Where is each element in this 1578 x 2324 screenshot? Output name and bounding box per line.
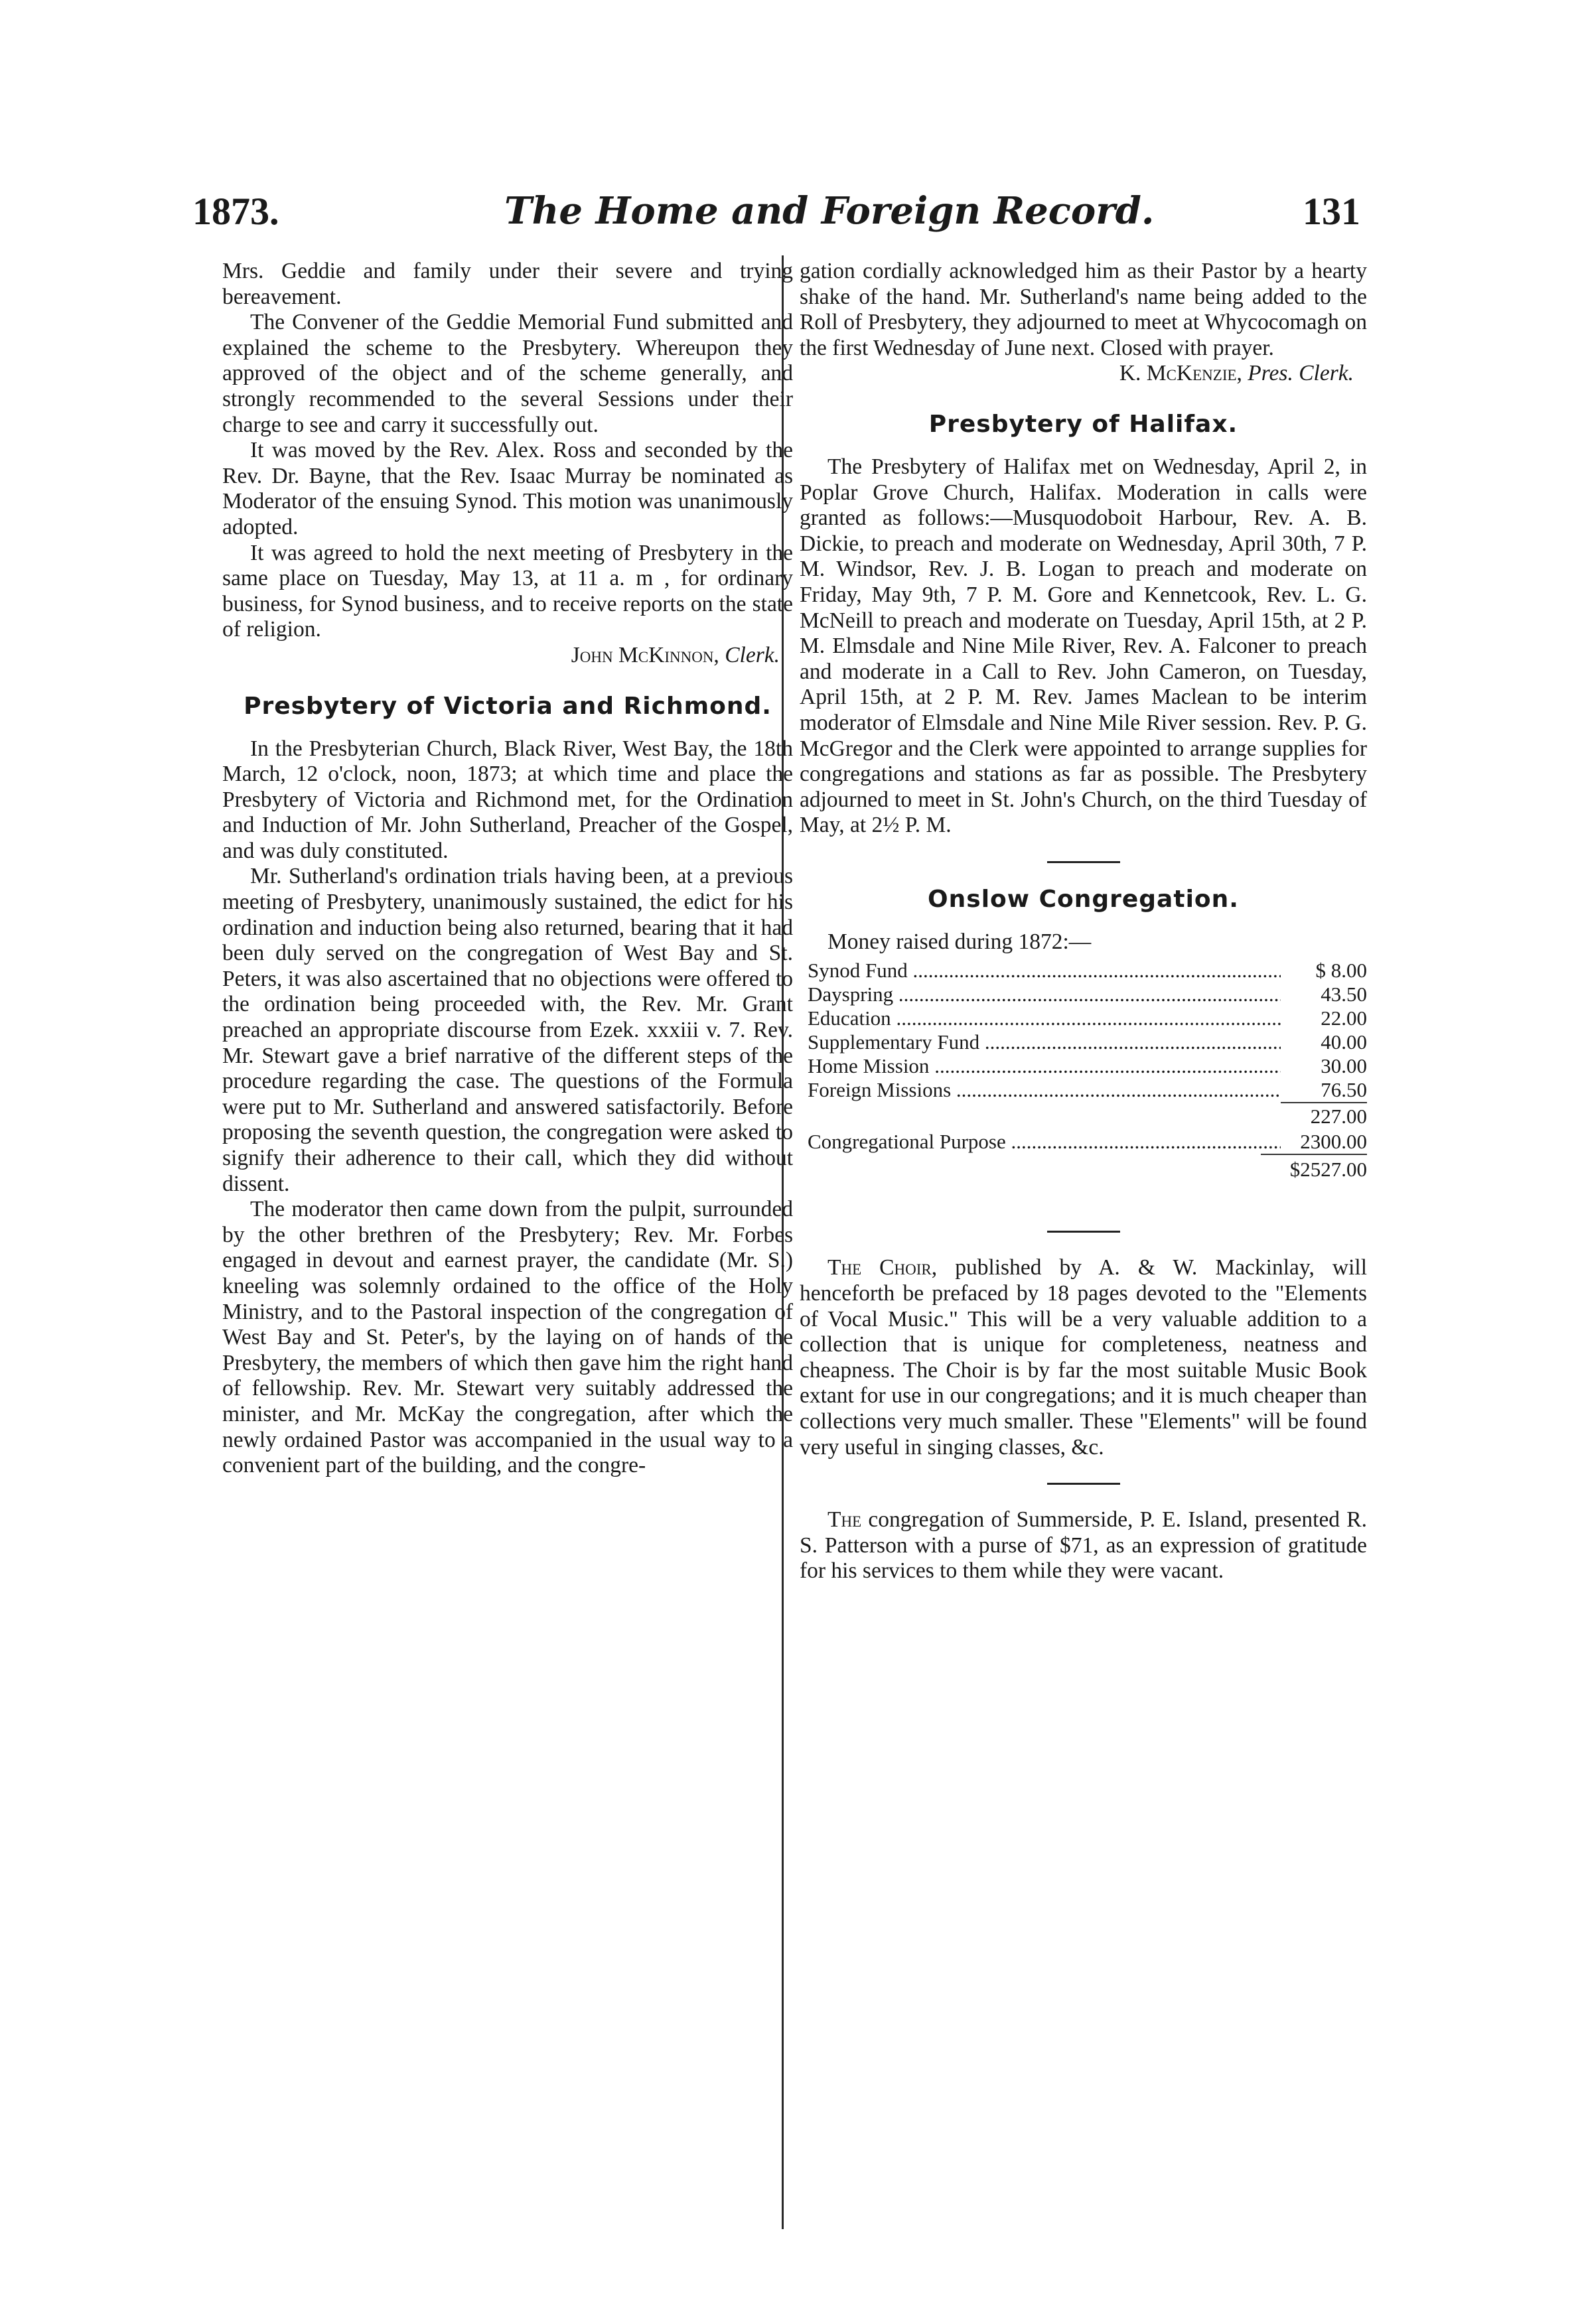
section-separator bbox=[1047, 1231, 1120, 1233]
paragraph: gation cordially acknowledged him as their Pastor by a hearty shake of the hand. Mr. Sutherland's name being added to the Roll of Presbytery, they adjourned to meet at Whycocomagh on the first Wednesday of June next. Closed with prayer. bbox=[800, 259, 1367, 360]
section-heading-victoria-richmond: Presbytery of Victoria and Richmond. bbox=[244, 692, 772, 720]
section-separator bbox=[1047, 861, 1120, 863]
right-column bbox=[800, 259, 1367, 1584]
money-subtotal: 227.00 bbox=[800, 1102, 1367, 1130]
paragraph: The Presbytery of Halifax met on Wednesday, April 2, in Poplar Grove Church, Halifax. Moderation in calls were granted as follows:—Musquodoboit Harbour, Rev. A. B. Dickie, to preach and moderate on Wednesday, April 30th, 7 P. M. Windsor, Rev. J. B. Logan to preach and moderate on Friday, May 9th, 7 P. M. Gore and Kennetcook, Rev. L. G. McNeill to preach and moderate on Tuesday, April 15th, at 2 P. M. Elmsdale and Nine Mile River, Rev. A. Falconer to preach and moderate in a Call to Rev. John Cameron, on Tuesday, April 15th, at 2 P. M. Rev. James Maclean to be interim moderator of Elmsdale and Nine Mile River session. Rev. P. G. McGregor and the Clerk were appointed to arrange supplies for congregations and stations as far as possible. The Presbytery adjourned to meet in St. John's Church, on the third Tuesday of May, at 2½ P. M. bbox=[800, 454, 1367, 838]
paragraph-summerside: The congregation of Summerside, P. E. Island, presented R. S. Patterson with a purse of $71, as an expression of gratitude for his services to them while they were vacant. bbox=[800, 1507, 1367, 1584]
paragraph: It was agreed to hold the next meeting of Presbytery in the same place on Tuesday, May 13, at 11 a. m , for ordinary business, for Synod business, and to receive reports on the state of religion. bbox=[222, 540, 793, 642]
paragraph: The moderator then came down from the pulpit, surrounded by the other brethren of the Presbytery; Rev. Mr. Forbes engaged in devout and earnest prayer, the candidate (Mr. S.) kneeling was solemnly ordained to the office of the Holy Ministry, and to the Pastoral inspection of the congregation of West Bay and St. Peter's, by the laying on of hands of the Presbytery, the members of which then gave him the right hand of fellowship. Rev. Mr. Stewart very suitably addressed the minister, and Mr. McKay the congregation, after which the newly ordained Pastor was accompanied in the usual way to a convenient part of the building, and the congre- bbox=[222, 1197, 793, 1478]
money-total: $2527.00 bbox=[800, 1154, 1367, 1184]
section-separator bbox=[1047, 1483, 1120, 1485]
page-header bbox=[192, 189, 1360, 249]
money-row: Home Mission ..... 30.00 bbox=[800, 1054, 1367, 1078]
paragraph-choir: The Choir, published by A. & W. Mackinlay, will henceforth be prefaced by 18 pages devoted to the "Elements of Vocal Music." This will be a very valuable addition to a collection that is unique for completeness, neatness and cheapness. The Choir is by far the most suitable Music Book extant for use in our congregations; and it is much cheaper than collections very much smaller. These "Elements" will be found very useful in singing classes, &c. bbox=[800, 1255, 1367, 1460]
paragraph: Mr. Sutherland's ordination trials having been, at a previous meeting of Presbytery, unanimously sustained, the edict for his ordination and induction being also returned, bearing that it had been duly served on the congregation of West Bay and St. Peters, it was also ascertained that no objections were offered to the ordination being proceeded with, the Rev. Mr. Grant preached an appropriate discourse from Ezek. xxxiii v. 7. Rev. Mr. Stewart gave a brief narrative of the different steps of the procedure regarding the case. The questions of the Formula were put to Mr. Sutherland and answered satisfactorily. Before proposing the seventh question, the congregation were asked to signify their adherence to their call, which they did without dissent. bbox=[222, 864, 793, 1196]
paragraph: Mrs. Geddie and family under their severe and trying bereavement. bbox=[222, 259, 793, 309]
signature bbox=[222, 643, 793, 669]
money-table bbox=[800, 929, 1367, 1185]
header-page-number: 131 bbox=[1303, 190, 1360, 233]
paragraph: In the Presbyterian Church, Black River, West Bay, the 18th March, 12 o'clock, noon, 1873; at which time and place the Presbytery of Victoria and Richmond met, for the Ordination and Induction of Mr. John Sutherland, Preacher of the Gospel, and was duly constituted. bbox=[222, 736, 793, 863]
section-heading-onslow: Onslow Congregation. bbox=[928, 885, 1239, 913]
left-column bbox=[222, 259, 793, 1479]
money-intro: Money raised during 1872:— bbox=[827, 929, 1092, 954]
money-row-congregational: Congregational Purpose ..... 2300.00 bbox=[800, 1130, 1367, 1154]
money-row: Supplementary Fund ..... 40.00 bbox=[800, 1030, 1367, 1054]
signature-role: Pres. Clerk. bbox=[1248, 361, 1354, 386]
paragraph: It was moved by the Rev. Alex. Ross and seconded by the Rev. Dr. Bayne, that the Rev. Isaac Murray be nominated as Moderator of the ensuing Synod. This motion was unanimously adopted. bbox=[222, 438, 793, 539]
signature bbox=[800, 361, 1367, 387]
section-heading-halifax: Presbytery of Halifax. bbox=[928, 410, 1238, 438]
money-row: Dayspring ..... 43.50 bbox=[800, 983, 1367, 1006]
signature-name: John McKinnon, bbox=[571, 642, 719, 667]
money-row: Foreign Missions ..... 76.50 bbox=[800, 1078, 1367, 1102]
money-row: Education ..... 22.00 bbox=[800, 1006, 1367, 1030]
paragraph: The Convener of the Geddie Memorial Fund submitted and explained the scheme to the Presbytery. Whereupon they approved of the object and of the scheme generally, and strongly recommended to the several Sessions under their charge to see and carry it successfully out. bbox=[222, 310, 793, 437]
money-row: Synod Fund ..... $ 8.00 bbox=[800, 959, 1367, 983]
header-title: The Home and Foreign Record. bbox=[504, 189, 1155, 233]
signature-role: Clerk. bbox=[725, 642, 780, 667]
signature-name: K. McKenzie, bbox=[1119, 361, 1242, 386]
header-year: 1873. bbox=[192, 190, 279, 233]
